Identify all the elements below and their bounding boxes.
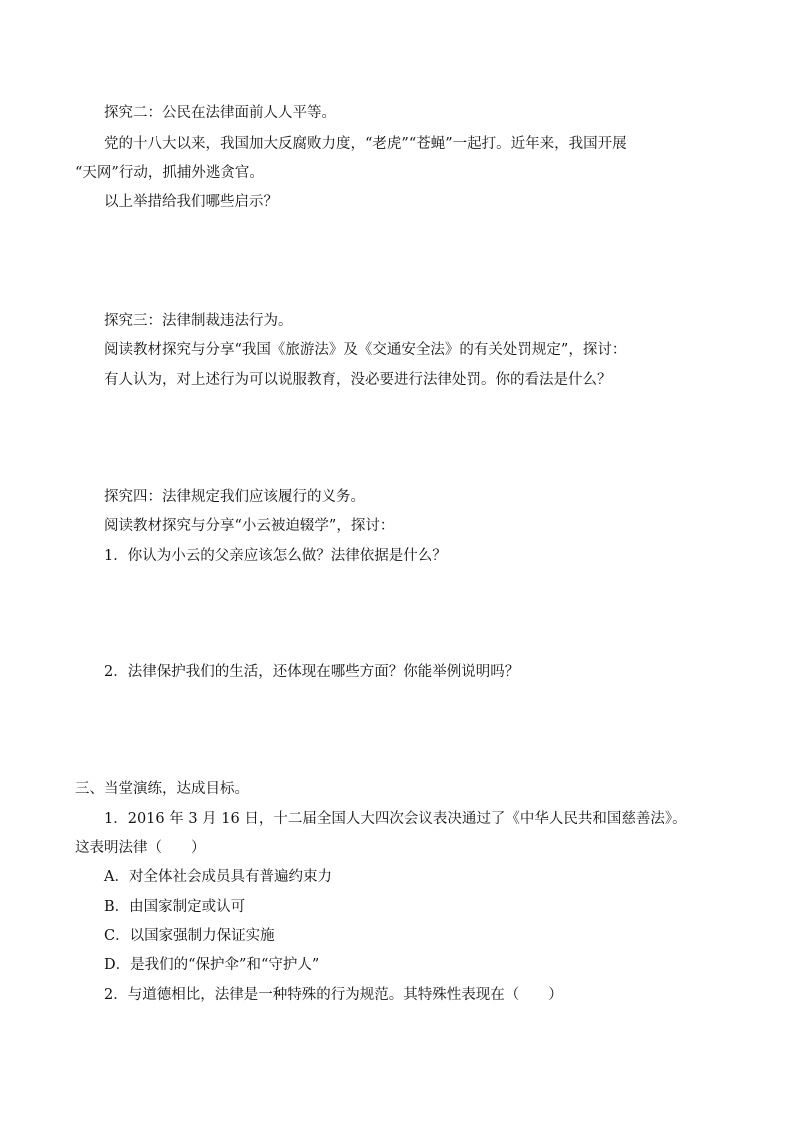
section3-heading: 探究三：法律制裁违法行为。 xyxy=(104,313,293,329)
practice-option-c: C．以国家强制力保证实施 xyxy=(104,928,275,944)
practice-question-2: 2．与道德相比，法律是一种特殊的行为规范。其特殊性表现在（ ） xyxy=(104,987,563,1003)
section4-question-1: 1．你认为小云的父亲应该怎么做？法律依据是什么？ xyxy=(104,548,447,564)
section4-heading: 探究四：法律规定我们应该履行的义务。 xyxy=(104,489,365,505)
practice-option-d: D．是我们的“保护伞”和“守护人” xyxy=(104,957,320,973)
practice-question-1-line1: 1．2016 年 3 月 16 日，十二届全国人大四次会议表决通过了《中华人民共和国慈善法》。 xyxy=(104,811,687,827)
practice-option-a: A．对全体社会成员具有普遍约束力 xyxy=(104,869,332,885)
section4-instruction: 阅读教材探究与分享“小云被迫辍学”，探讨： xyxy=(104,518,395,534)
practice-question-1-line2: 这表明法律（ ） xyxy=(75,840,206,856)
section4-question-2: 2．法律保护我们的生活，还体现在哪些方面？你能举例说明吗？ xyxy=(104,664,520,680)
section2-paragraph-line1: 党的十八大以来，我国加大反腐败力度，“老虎”“苍蝇”一起打。近年来，我国开展 xyxy=(104,136,627,152)
section2-paragraph-line2: “天网”行动，抓捕外逃贪官。 xyxy=(75,165,264,181)
section3-question: 有人认为，对上述行为可以说服教育，没必要进行法律处罚。你的看法是什么？ xyxy=(104,372,612,388)
section2-question: 以上举措给我们哪些启示？ xyxy=(104,194,278,210)
section3-instruction: 阅读教材探究与分享“我国《旅游法》及《交通安全法》的有关处罚规定”，探讨： xyxy=(104,342,627,358)
practice-option-b: B．由国家制定或认可 xyxy=(104,899,246,915)
section2-heading: 探究二：公民在法律面前人人平等。 xyxy=(104,105,336,121)
practice-heading: 三、当堂演练，达成目标。 xyxy=(75,781,249,797)
